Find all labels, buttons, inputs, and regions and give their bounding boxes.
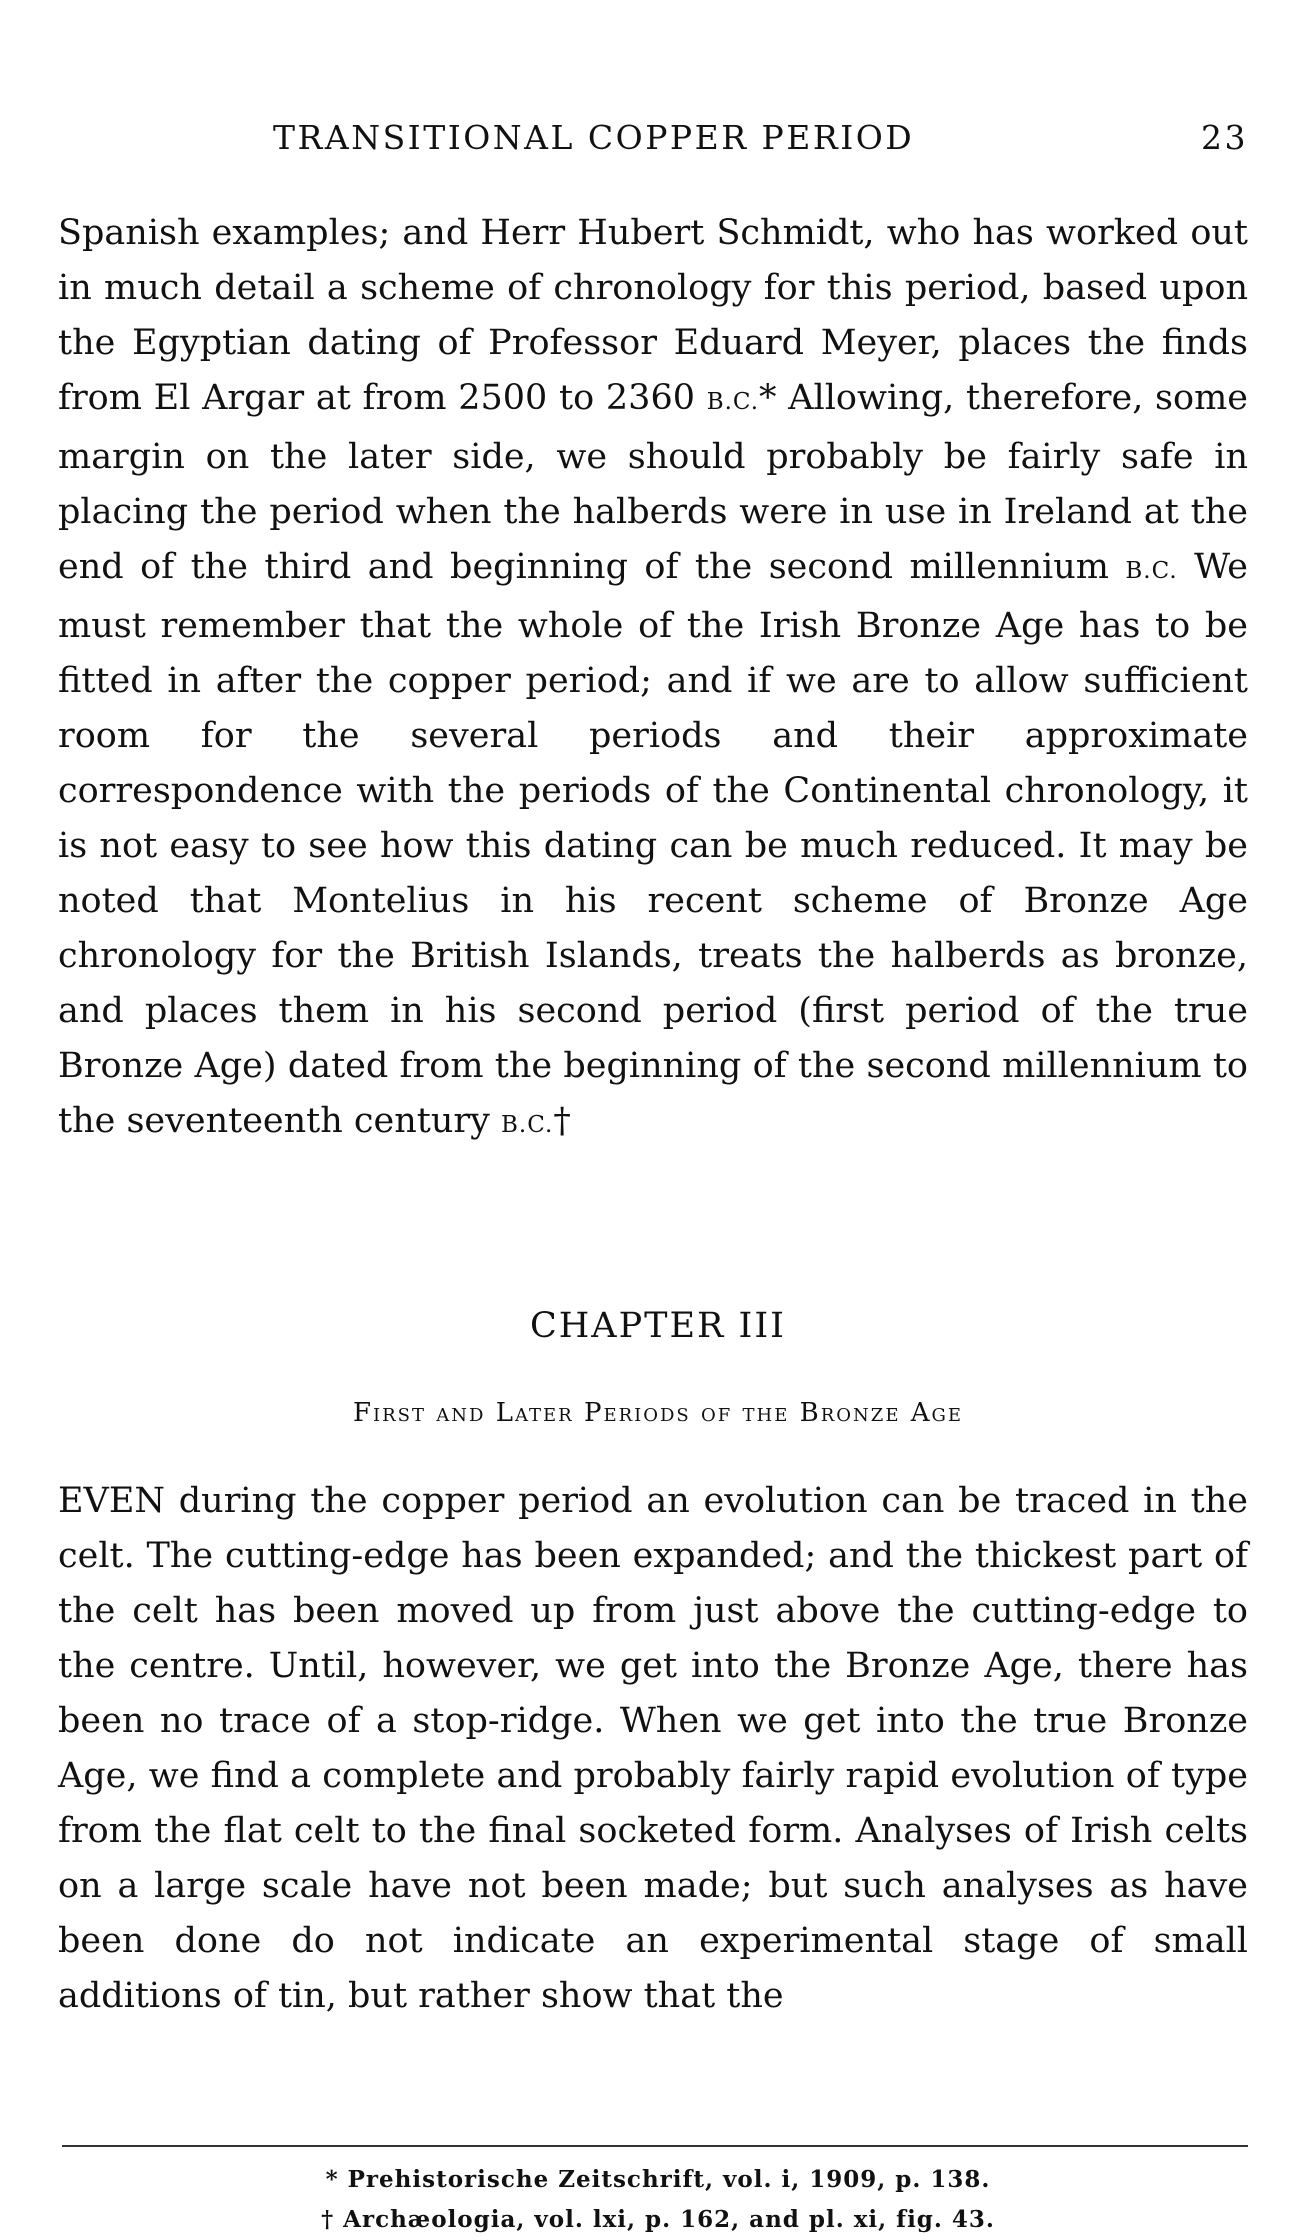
bc-abbrev: B.C. bbox=[706, 389, 760, 415]
page-number: 23 bbox=[1201, 118, 1248, 157]
paragraph-2-text: during the copper period an evolution can be traced in the celt. The cutting-edge has been expanded; and the thickest part of the celt has been moved up from just above the cutting-edge to the centre. Until, however, we get into the Bronze Age, there has been no trace of a stop-ridge. When we get into the true Bronze Age, we find a complete and probably fairly rapid evolution of type from the flat celt to the final socketed form. Analyses of Irish celts on a large scale have not been made; but such analyses as have been done do not indicate an experimental stage of small additions of tin, but rather show that the bbox=[58, 1481, 1248, 2016]
footnote-1: * Prehistorische Zeitschrift, vol. i, 1909, p. 138. bbox=[325, 2166, 991, 2193]
bc-abbrev: B.C. bbox=[1125, 558, 1178, 584]
paragraph-2 bbox=[58, 1474, 1248, 2024]
chapter-title: First and Later Periods of the Bronze Age bbox=[352, 1398, 964, 1428]
paragraph-2-lead: EVEN bbox=[58, 1481, 165, 1521]
paragraph-1-text-a: Spanish examples; and Herr Hubert Schmidt, who has worked out in much detail a scheme of chronology for this period, based upon the Egyptian dating of Professor Eduard Meyer, places the finds from El Argar at from 2500 to 2360 bbox=[58, 213, 1248, 418]
paragraph-1-text-c: We must remember that the whole of the Irish Bronze Age has to be fitted in after the copper period; and if we are to allow sufficient room for the several periods and their approximate correspondence with the periods of the Continental chronology, it is not easy to see how this dating can be much reduced. It may be noted that Montelius in his recent scheme of Bronze Age chronology for the British Islands, treats the halberds as bronze, and places them in his second period (first period of the true Bronze Age) dated from the beginning of the second millennium to the seventeenth century bbox=[58, 547, 1248, 1141]
footnote-2: † Archæologia, vol. lxi, p. 162, and pl. xi, fig. 43. bbox=[321, 2206, 995, 2233]
footnote-divider bbox=[62, 2145, 1248, 2147]
paragraph-1 bbox=[58, 206, 1248, 1153]
bc-abbrev: B.C. bbox=[501, 1112, 554, 1138]
chapter-label: CHAPTER III bbox=[530, 1306, 786, 1346]
paragraph-1-text-b: * Allowing, therefore, some margin on the later side, we should probably be fairly safe in placing the period when the halberds were in use in Ireland at the end of the third and beginning of the second millennium bbox=[58, 378, 1248, 587]
footnote-dagger-mark: † bbox=[553, 1101, 571, 1141]
running-title: TRANSITIONAL COPPER PERIOD bbox=[273, 118, 915, 157]
footnotes bbox=[0, 2160, 1316, 2240]
